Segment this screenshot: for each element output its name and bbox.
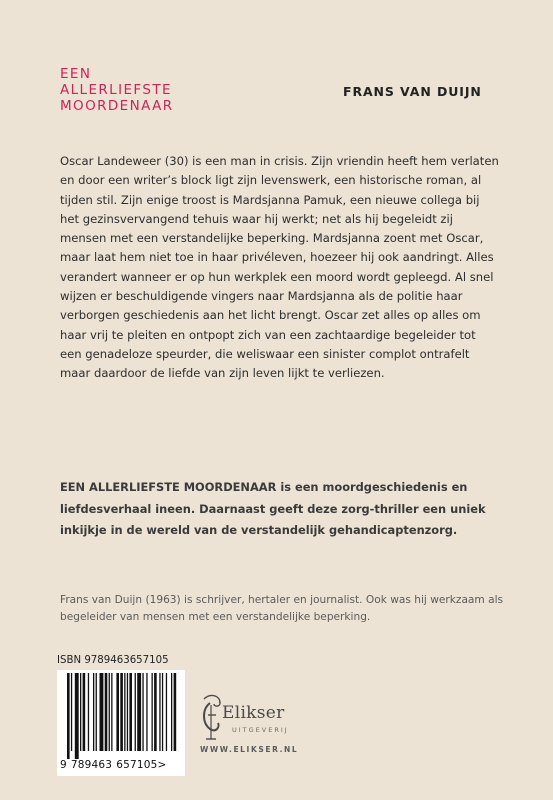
barcode-digits-right: 657105 [116, 759, 158, 771]
barcode-box [57, 670, 185, 776]
barcode-bar [80, 673, 81, 751]
author-name: FRANS VAN DUIJN [343, 84, 482, 99]
isbn-label: ISBN 9789463657105 [57, 655, 169, 666]
highlight-text: EEN ALLERLIEFSTE MOORDENAAR is een moordgeschiedenis en liefdesverhaal ineen. Daarnaast geeft deze zorg-thriller een uniek inkijkje in de wereld van de verstandelijk gehandicaptenzorg. [60, 480, 486, 537]
barcode-bar [146, 673, 147, 751]
barcode-bar [93, 673, 94, 751]
barcode-bar [137, 673, 141, 751]
author-bio: Frans van Duijn (1963) is schrijver, hertaler en journalist. Ook was hij werkzaam als begeleider van mensen met een verstandelijke beperking. [60, 594, 504, 623]
barcode-bar [120, 673, 123, 751]
barcode-bar [96, 673, 97, 751]
barcode-digit-end: > [157, 759, 167, 771]
title-line-1: EEN [60, 66, 92, 82]
publisher-url: WWW.ELIKSER.NL [200, 745, 299, 754]
barcode-digits-left: 789463 [70, 759, 113, 771]
barcode-bar [166, 673, 167, 751]
barcode-bar [124, 673, 125, 751]
barcode-bar [127, 673, 128, 751]
barcode-digits [60, 759, 166, 771]
publisher-block [200, 693, 310, 763]
barcode-bar [105, 673, 108, 751]
barcode-area [57, 654, 185, 782]
barcode-digit-first: 9 [60, 759, 67, 771]
book-title [60, 66, 174, 114]
blurb-text: Oscar Landeweer (30) is een man in crisis. Zijn vriendin heeft hem verlaten en door een writer’s block ligt zijn levenswerk, een historische roman, al tijden stil. Zijn enige troost is Mardsjanna Pamuk, een nieuwe collega bij het gezinsvervangend tehuis waar hij werkt; net als hij begeleidt zij mensen met een verstandelijke beperking. Mardsjanna zoent met Oscar, maar laat hem niet toe in haar privéleven, hoezeer hij ook aandringt. Alles verandert wanneer er op hun werkplek een moord wordt gepleegd. Al snel wijzen er beschuldigende vingers naar Mardsjanna als de politie haar verborgen geschiedenis aan het licht brengt. Oscar zet alles op alles om haar vrij te pleiten en ontpopt zich van een zachtaardige begeleider tot een genadeloze speurder, die weliswaar een sinister complot ontrafelt maar daardoor de liefde van zijn leven lijkt te verliezen. [60, 154, 499, 381]
barcode-bar [67, 673, 70, 759]
barcode-bar [162, 673, 163, 751]
publisher-name: Elikser [222, 703, 285, 723]
barcode-bar [129, 673, 132, 751]
barcode-bar [159, 673, 160, 751]
barcode-bar [109, 673, 110, 751]
barcode-bar [171, 673, 172, 751]
barcode-bars [61, 673, 181, 759]
barcode-bar [75, 673, 79, 759]
barcode-bar [71, 673, 72, 751]
barcode-bar [135, 673, 136, 751]
barcode-bar [88, 673, 89, 751]
title-line-3: MOORDENAAR [60, 98, 174, 114]
barcode-bar [154, 673, 157, 751]
barcode-bar [152, 673, 153, 751]
publisher-subtitle: UITGEVERIJ [232, 726, 289, 734]
lyre-e-logo-icon [200, 693, 224, 743]
barcode-bar [83, 673, 86, 751]
title-line-2: ALLERLIEFSTE [60, 82, 172, 98]
barcode-bar [142, 673, 143, 751]
barcode-bar [100, 673, 104, 751]
barcode-bar [111, 673, 112, 751]
barcode-bar [174, 673, 177, 751]
barcode-bar [116, 673, 119, 751]
